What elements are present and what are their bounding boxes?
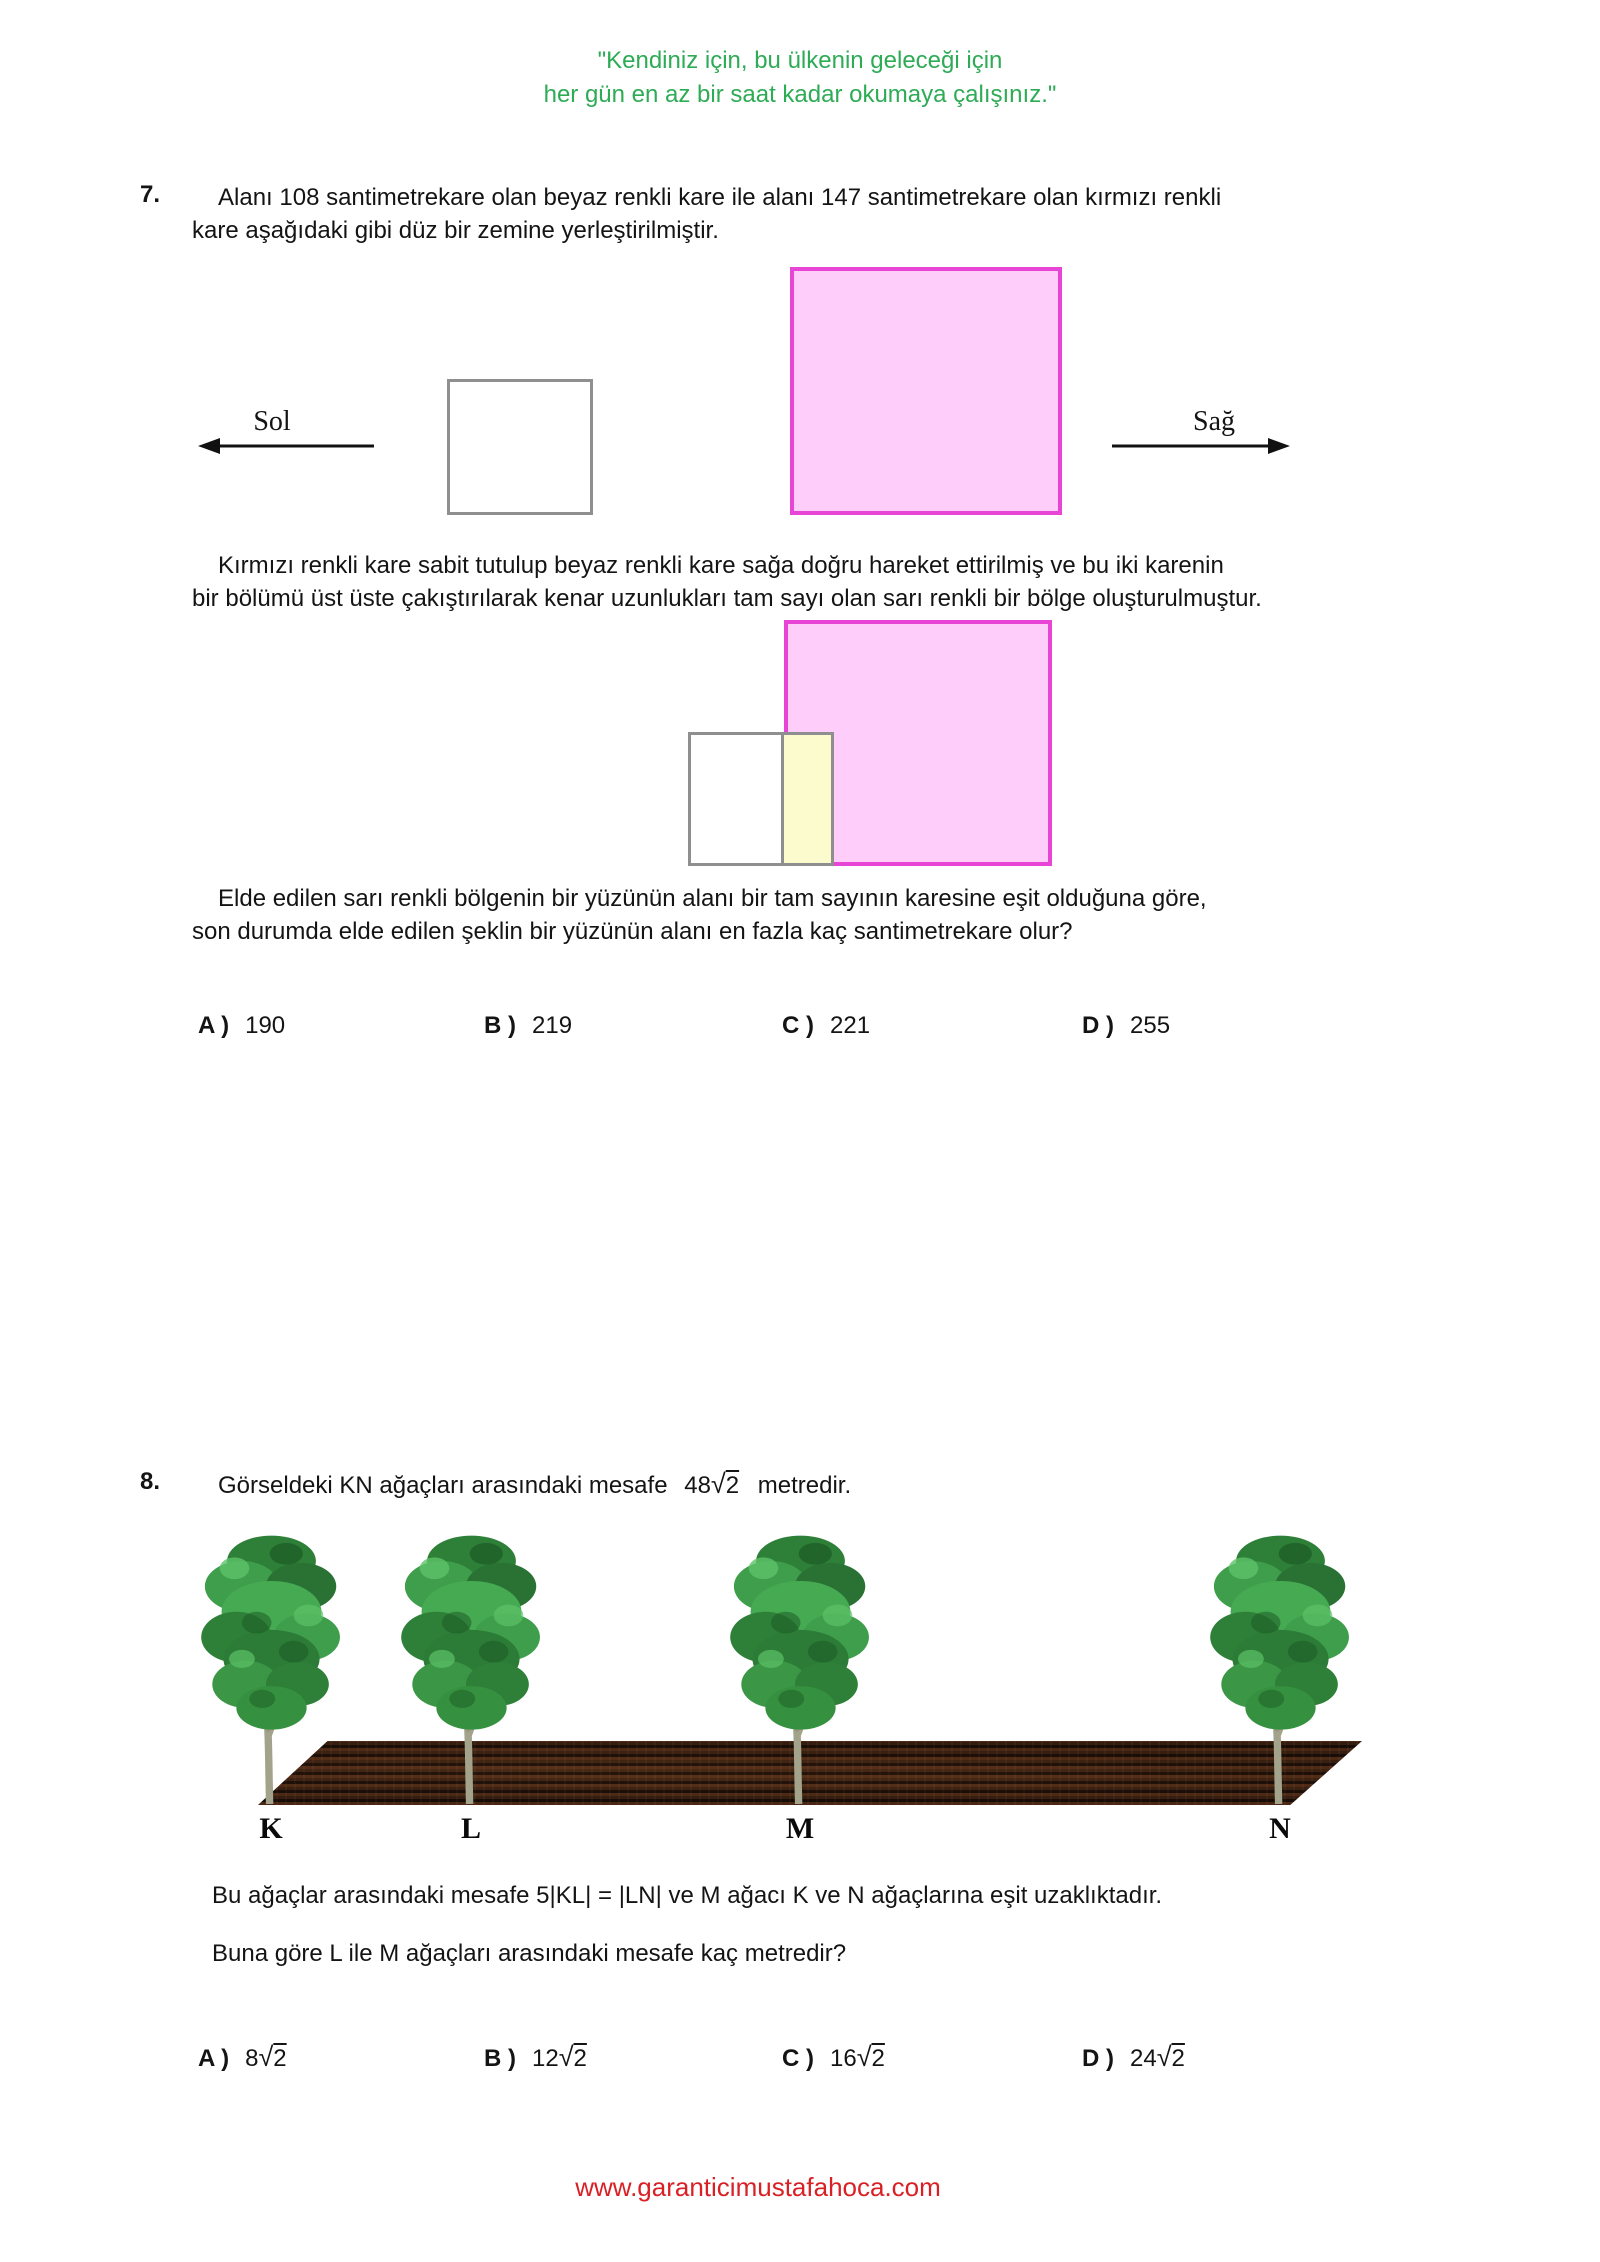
q8-option-b [484, 2042, 587, 2073]
q7-option-b-letter: B ) [484, 1012, 516, 1039]
q8-option-d-coeff: 24 [1130, 2045, 1157, 2072]
q8-option-a-letter: A ) [198, 2045, 230, 2072]
white-square-2 [688, 732, 834, 866]
q7-option-b-value: 219 [532, 1012, 573, 1039]
sqrt-symbol: √ [710, 1469, 726, 1499]
q8-option-b-coeff: 12 [532, 2045, 559, 2072]
white-square-1 [447, 379, 593, 515]
yellow-overlap-region [781, 735, 831, 863]
q8-distance-coeff: 48 [684, 1472, 711, 1499]
tree-image-m [708, 1532, 893, 1804]
sqrt-symbol: √ [258, 2042, 274, 2072]
q7-option-c-letter: C ) [782, 1012, 814, 1039]
q7-option-a [198, 1012, 285, 1040]
right-arrow-icon [1110, 434, 1290, 458]
sqrt-symbol: √ [1156, 2042, 1172, 2072]
q8-option-c-coeff: 16 [830, 2045, 857, 2072]
question8-intro [218, 1468, 851, 1502]
q7-option-d-letter: D ) [1082, 1012, 1114, 1039]
q8-option-c-value [830, 2042, 885, 2072]
tree-label-n: N [1269, 1812, 1291, 1845]
tree-image-n [1188, 1532, 1373, 1804]
question8-para3: Buna göre L ile M ağaçları arasındaki mesafe kaç metredir? [212, 1940, 847, 1967]
question8-intro-after: metredir. [757, 1472, 852, 1499]
q8-option-d-value [1130, 2042, 1185, 2072]
question8-para2: Bu ağaçlar arasındaki mesafe 5|KL| = |LN| ve M ağacı K ve N ağaçlarına eşit uzaklıktadır. [212, 1882, 1163, 1909]
question7-para3 [192, 882, 1207, 948]
sqrt-symbol: √ [558, 2042, 574, 2072]
question8-number: 8. [140, 1468, 161, 1495]
q7-option-d [1082, 1012, 1170, 1040]
question7-para3-line1: Elde edilen sarı renkli bölgenin bir yüzünün alanı bir tam sayının karesine eşit olduğuna göre, [218, 885, 1207, 912]
question7-intro-line1: Alanı 108 santimetrekare olan beyaz renkli kare ile alanı 147 santimetrekare olan kırmızı renkli [218, 184, 1222, 211]
q8-option-a-coeff: 8 [245, 2045, 259, 2072]
q7-option-c [782, 1012, 870, 1040]
q8-option-b-radicand: 2 [573, 2045, 587, 2072]
tree-label-l: L [460, 1812, 481, 1845]
q8-option-c-letter: C ) [782, 2045, 814, 2072]
question8-intro-before: Görseldeki KN ağaçları arasındaki mesafe [218, 1472, 668, 1499]
q8-option-a [198, 2042, 287, 2073]
question7-para2 [192, 549, 1262, 615]
tree-image-k [179, 1532, 364, 1804]
footer-url: www.garanticimustafahoca.com [575, 2172, 941, 2202]
q7-option-a-letter: A ) [198, 1012, 230, 1039]
sag-label: Sağ [1193, 406, 1235, 437]
question7-para2-line1: Kırmızı renkli kare sabit tutulup beyaz renkli kare sağa doğru hareket ettirilmiş ve bu iki karenin [218, 552, 1224, 579]
sqrt-symbol: √ [856, 2042, 872, 2072]
q8-option-a-radicand: 2 [273, 2045, 287, 2072]
red-square-1 [790, 267, 1062, 515]
q8-option-c [782, 2042, 885, 2073]
question7-para3-line2: son durumda elde edilen şeklin bir yüzünün alanı en fazla kaç santimetrekare olur? [192, 918, 1073, 945]
tree-image-l [379, 1532, 564, 1804]
question7-para2-line2: bir bölümü üst üste çakıştırılarak kenar uzunlukları tam sayı olan sarı renkli bir bölge oluşturulmuştur. [192, 585, 1262, 612]
q8-option-a-value [245, 2042, 287, 2072]
tree-label-k: K [259, 1812, 283, 1845]
sol-label: Sol [253, 406, 291, 437]
q8-option-d [1082, 2042, 1185, 2073]
question7-intro-line2: kare aşağıdaki gibi düz bir zemine yerleştirilmiştir. [192, 217, 719, 244]
tree-label-m: M [785, 1812, 815, 1845]
q8-option-b-value [532, 2042, 587, 2072]
header-quote [0, 44, 1600, 112]
q7-option-c-value: 221 [830, 1012, 871, 1039]
q7-option-d-value: 255 [1130, 1012, 1171, 1039]
left-arrow-icon [198, 434, 376, 458]
q7-option-a-value: 190 [245, 1012, 286, 1039]
header-quote-line1: "Kendiniz için, bu ülkenin geleceği için [597, 47, 1003, 74]
q8-option-c-radicand: 2 [871, 2045, 885, 2072]
q8-distance-radicand: 2 [725, 1472, 740, 1499]
q8-option-d-letter: D ) [1082, 2045, 1114, 2072]
q7-option-b [484, 1012, 572, 1040]
header-quote-line2: her gün en az bir saat kadar okumaya çalışınız." [543, 81, 1057, 108]
q8-option-b-letter: B ) [484, 2045, 516, 2072]
question7-number: 7. [140, 181, 161, 208]
question7-intro [192, 181, 1221, 247]
q8-distance-value [684, 1469, 740, 1499]
q8-option-d-radicand: 2 [1171, 2045, 1185, 2072]
